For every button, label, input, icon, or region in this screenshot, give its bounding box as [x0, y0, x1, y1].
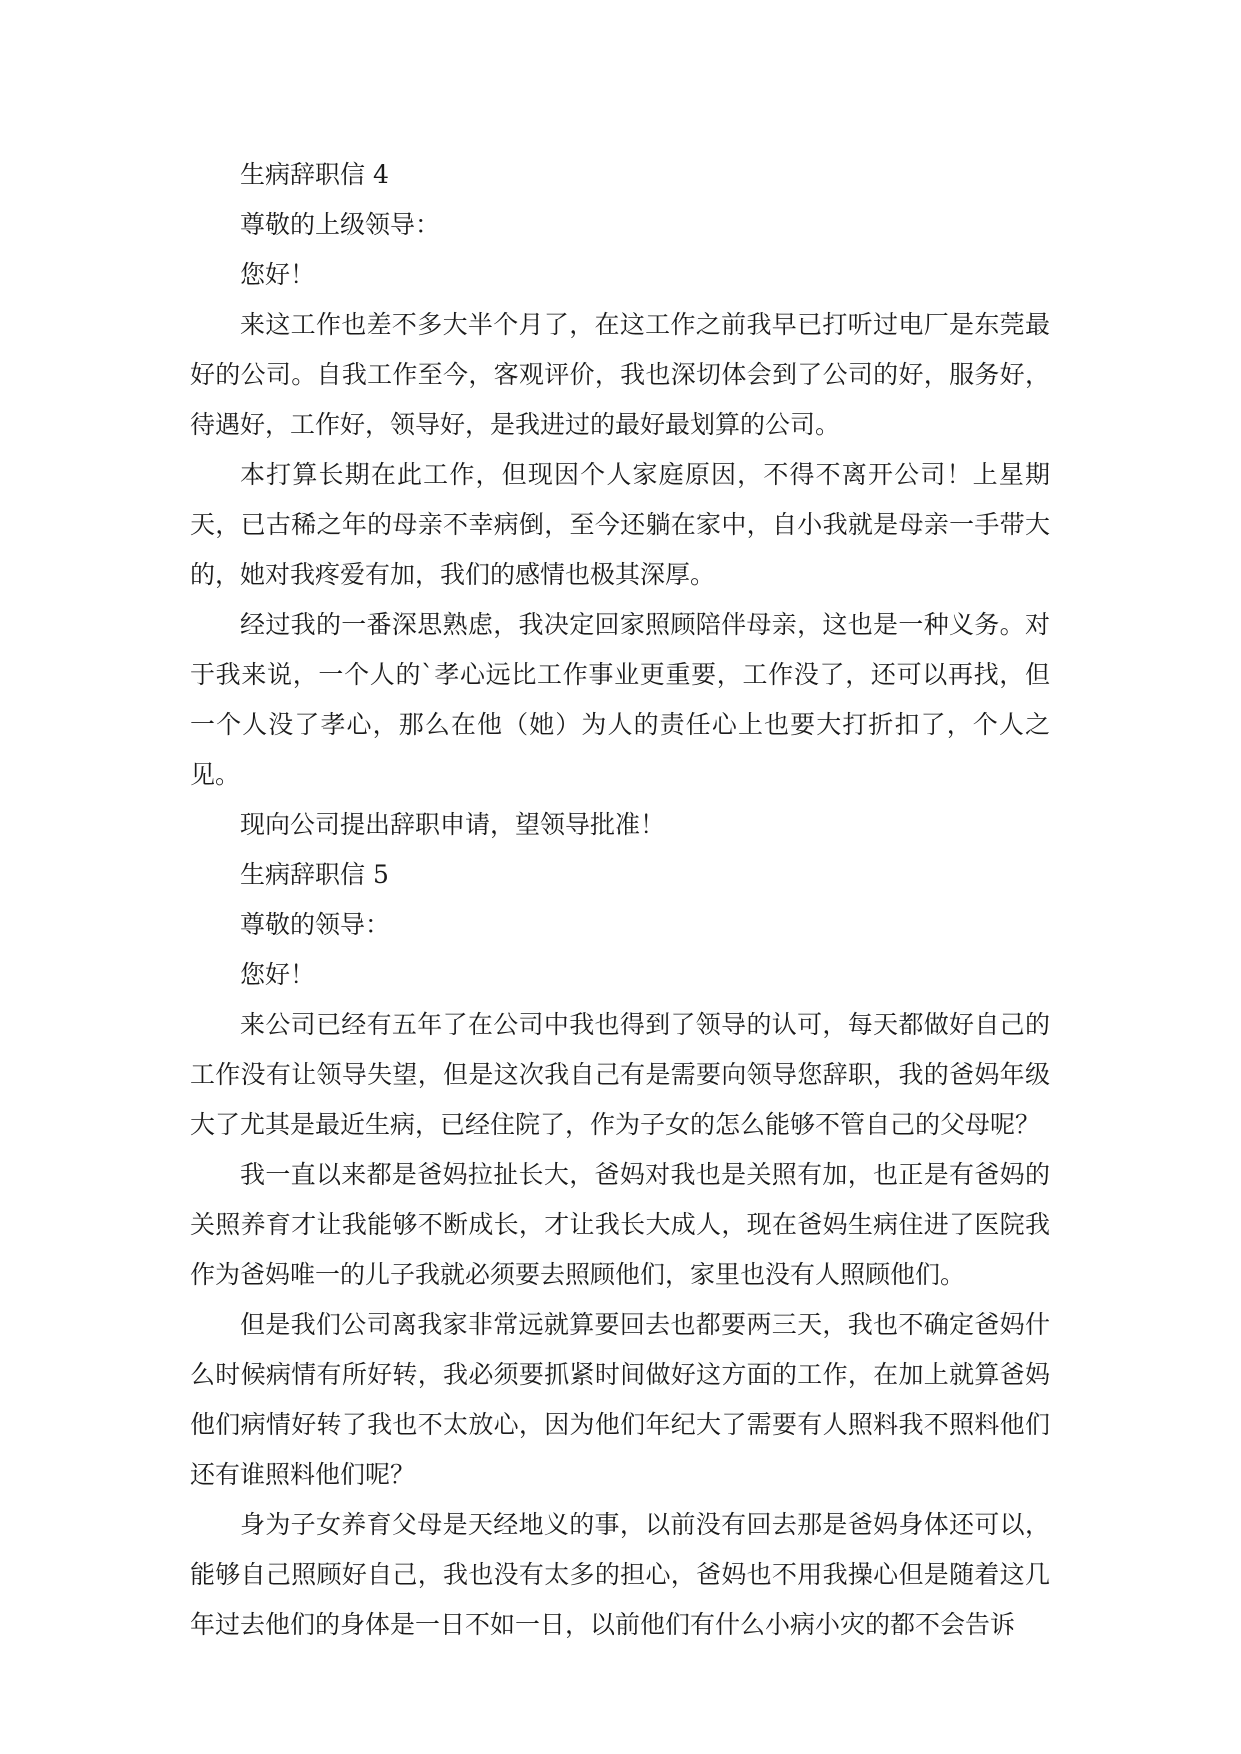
body-paragraph: 来这工作也差不多大半个月了，在这工作之前我早已打听过电厂是东莞最好的公司。自我工作至今，客观评价，我也深切体会到了公司的好，服务好，待遇好，工作好，领导好，是我进过的最好最划算的公司。 [190, 310, 1050, 439]
salutation: 尊敬的领导： [240, 910, 391, 939]
salutation: 尊敬的上级领导： [240, 210, 441, 239]
body-paragraph: 但是我们公司离我家非常远就算要回去也都要两三天，我也不确定爸妈什么时候病情有所好转，我必须要抓紧时间做好这方面的工作，在加上就算爸妈他们病情好转了我也不太放心，因为他们年纪大了需要有人照料我不照料他们还有谁照料他们呢？ [190, 1310, 1050, 1489]
body-paragraph: 本打算长期在此工作，但现因个人家庭原因，不得不离开公司！上星期天，已古稀之年的母亲不幸病倒，至今还躺在家中，自小我就是母亲一手带大的，她对我疼爱有加，我们的感情也极其深厚。 [190, 460, 1050, 589]
body-paragraph: 来公司已经有五年了在公司中我也得到了领导的认可，每天都做好自己的工作没有让领导失望，但是这次我自己有是需要向领导您辞职，我的爸妈年级大了尤其是最近生病，已经住院了，作为子女的怎么能够不管自己的父母呢？ [190, 1010, 1050, 1139]
closing-request: 现向公司提出辞职申请，望领导批准！ [240, 810, 666, 839]
body-paragraph: 身为子女养育父母是天经地义的事，以前没有回去那是爸妈身体还可以，能够自己照顾好自己，我也没有太多的担心，爸妈也不用我操心但是随着这几年过去他们的身体是一日不如一日，以前他们有什么小病小灾的都不会告诉 [190, 1510, 1050, 1639]
greeting: 您好！ [240, 960, 316, 989]
section-title-letter-5: 生病辞职信 5 [240, 860, 389, 889]
body-paragraph: 我一直以来都是爸妈拉扯长大，爸妈对我也是关照有加，也正是有爸妈的关照养育才让我能够不断成长，才让我长大成人，现在爸妈生病住进了医院我作为爸妈唯一的儿子我就必须要去照顾他们，家里也没有人照顾他们。 [190, 1160, 1050, 1289]
body-paragraph: 经过我的一番深思熟虑，我决定回家照顾陪伴母亲，这也是一种义务。对于我来说，一个人的`孝心远比工作事业更重要，工作没了，还可以再找，但一个人没了孝心，那么在他（她）为人的责任心上也要大打折扣了，个人之见。 [190, 610, 1050, 789]
greeting: 您好！ [240, 260, 316, 289]
document-body [190, 150, 1050, 1650]
section-title-letter-4: 生病辞职信 4 [240, 160, 389, 189]
